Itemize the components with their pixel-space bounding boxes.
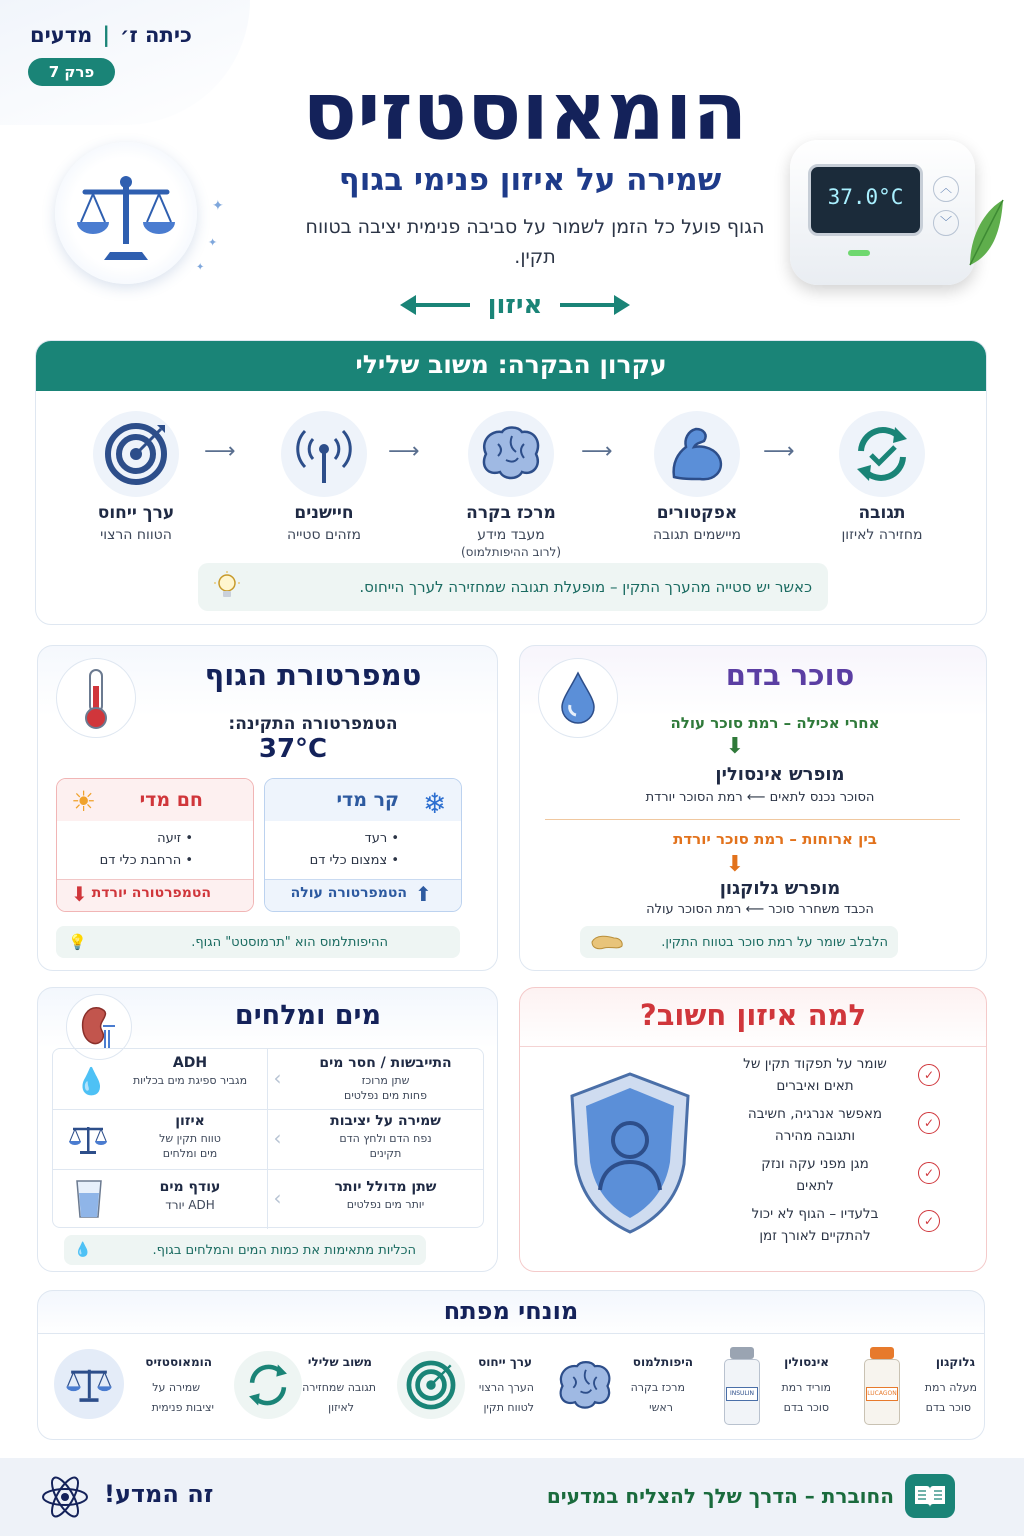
- hot-item-text: הרחבת כלי דם: [99, 853, 182, 868]
- arrow-left-icon: [400, 293, 470, 317]
- arrow-down-icon: ⬇: [71, 882, 88, 906]
- check-icon: ✓: [918, 1162, 940, 1184]
- arrow-down-green-icon: ⬇: [725, 734, 745, 759]
- cycle-check-icon: [839, 411, 925, 497]
- term-def: מעלה רמת: [924, 1381, 977, 1394]
- step-desc: מיישמים תגובה: [652, 527, 742, 543]
- thermostat-led: [848, 250, 870, 256]
- step-desc: מזהים סטייה: [287, 527, 361, 543]
- term-def: מרכז בקרה: [630, 1381, 685, 1394]
- step-reference-value: [76, 411, 196, 543]
- header-divider: [520, 1046, 986, 1047]
- response-desc: ADH יורד: [165, 1198, 215, 1212]
- temperature-tip-text: ההיפותלמוס הוא "תרמוסטט" הגוף.: [191, 934, 388, 950]
- condition-title: התייבשות / חסר מים: [319, 1055, 452, 1071]
- feedback-section: [35, 340, 987, 625]
- term-title: היפותלמוס: [632, 1355, 693, 1369]
- hot-item: • הרחבת כלי דם: [99, 853, 193, 868]
- term-def: הערך הרצוי: [478, 1381, 534, 1394]
- why-item-line: לתאים: [796, 1177, 834, 1194]
- pancreas-icon: [590, 932, 624, 952]
- sugar-title: סוכר בדם: [725, 658, 855, 692]
- thermometer-badge: [56, 658, 136, 738]
- vial-cap: [730, 1347, 754, 1359]
- arrow-down-orange-icon: ⬇: [725, 852, 745, 877]
- why-item-line: ותגובה מהירה: [774, 1127, 856, 1144]
- check-icon: ✓: [918, 1112, 940, 1134]
- arrow-right-icon: [560, 293, 630, 317]
- water-row-response: [115, 1113, 265, 1160]
- brain-icon: [553, 1359, 617, 1413]
- arrow-up-icon: ⬆: [415, 882, 432, 906]
- footer: [0, 1458, 1024, 1536]
- condition-desc: תקינים: [369, 1147, 402, 1160]
- scale-illustration: [55, 142, 197, 284]
- condition-desc: יותר מים נפלטים: [346, 1198, 425, 1211]
- water-row-condition: [293, 1179, 478, 1211]
- cold-item: • רעד: [364, 831, 399, 846]
- why-title: למה איזון חשוב?: [639, 998, 867, 1032]
- water-title: מים ומלחים: [234, 1000, 382, 1031]
- term-def: תגובה שמחזירה: [302, 1381, 376, 1394]
- thermostat-screen: [808, 164, 923, 236]
- condition-title: שתן מדולל יותר: [334, 1179, 437, 1195]
- condition-desc: נפח הדם ולחץ הדם: [339, 1132, 432, 1145]
- arrow-icon: ⟶: [763, 439, 795, 464]
- temperature-card: [37, 645, 498, 971]
- lightbulb-icon: [214, 571, 240, 603]
- scale-icon: [67, 1121, 109, 1157]
- divider: [545, 819, 960, 820]
- blood-drop-icon: [558, 671, 598, 725]
- why-balance-card: [519, 987, 987, 1272]
- why-item: [720, 1154, 910, 1197]
- step-desc: מעבד מידע: [477, 527, 545, 543]
- feedback-tip: [198, 563, 828, 611]
- sparkle-icon: ✦: [212, 198, 224, 214]
- term-item: [848, 1343, 983, 1433]
- temperature-normal-label: הטמפרטורה התקינה:: [228, 714, 398, 734]
- vial-label: LUCAGON: [866, 1387, 898, 1401]
- water-row-response: [115, 1179, 265, 1212]
- after-meal-text: אחרי אכילה – רמת סוכר עולה: [670, 714, 880, 732]
- term-item: [228, 1343, 388, 1433]
- hot-box: [56, 778, 254, 912]
- temperature-title: טמפרטורת הגוף: [204, 658, 422, 692]
- glucagon-vial-icon: [862, 1347, 902, 1427]
- why-item-line: בלעדיו – הגוף לא יכול: [751, 1206, 879, 1222]
- term-item: [52, 1343, 222, 1433]
- sparkle-icon: ✦: [208, 236, 218, 249]
- chapter-label: פרק 7: [48, 63, 95, 81]
- arrow-icon: ⟶: [388, 439, 420, 464]
- term-title: גלוקגון: [935, 1355, 975, 1369]
- why-item-line: להתקיים לאורך זמן: [759, 1227, 871, 1244]
- brain-icon: [468, 411, 554, 497]
- muscle-icon: [654, 411, 740, 497]
- condition-desc: שתן מרוכז: [361, 1074, 410, 1087]
- between-meals-text: בין ארוחות – רמת סוכר יורדת: [673, 830, 877, 848]
- response-desc: מים ומלחים: [162, 1147, 218, 1160]
- step-title: מרכז בקרה: [466, 503, 556, 523]
- step-title: חיישנים: [294, 503, 354, 523]
- water-row-condition: [293, 1113, 478, 1160]
- response-title: עודף מים: [159, 1179, 221, 1195]
- drop-badge: [538, 658, 618, 738]
- arrow-icon: ⟶: [581, 439, 613, 464]
- intro-text: הגוף פועל כל הזמן לשמור על סביבה פנימית יציבה בטווח תקין.: [305, 216, 765, 269]
- sensor-icon: [281, 411, 367, 497]
- hot-item-text: זיעה: [157, 831, 182, 846]
- check-icon: ✓: [918, 1064, 940, 1086]
- thermostat-down-button[interactable]: ﹀: [933, 210, 959, 236]
- insulin-title: מופרש אינסולין: [715, 764, 845, 785]
- step-desc: הטווח הרצוי: [100, 527, 172, 543]
- why-item: [720, 1204, 910, 1247]
- cold-box: [264, 778, 462, 912]
- temperature-tip: [56, 926, 460, 958]
- sparkle-icon: ✦: [196, 262, 205, 273]
- why-item-line: מגן מפני עקה ונזק: [761, 1156, 869, 1172]
- sun-icon: ☀: [71, 785, 97, 818]
- water-row-icon: 💧: [75, 1067, 108, 1097]
- why-item-line: שומר על תפקוד תקין של: [743, 1056, 887, 1072]
- cycle-icon: [234, 1351, 302, 1419]
- terms-title: מונחי מפתח: [443, 1297, 579, 1325]
- leaf-icon: [965, 195, 1005, 275]
- term-title: אינסולין: [784, 1355, 829, 1369]
- temperature-normal-value: 37°C: [258, 734, 328, 764]
- term-def: ראשי: [649, 1401, 673, 1414]
- cold-result: הטמפרטורה עולה: [290, 885, 407, 901]
- atom-icon: [40, 1472, 90, 1522]
- term-title: הומאוסטזיס: [145, 1355, 212, 1369]
- why-item-line: תאים ואיברים: [776, 1077, 854, 1094]
- sugar-tip-text: הלבלב שומר על רמת סוכר בטווח התקין.: [661, 934, 888, 950]
- chapter-badge: [28, 58, 115, 86]
- book-icon: [905, 1474, 955, 1518]
- water-row-condition: [293, 1055, 478, 1102]
- hot-title: חם מדי: [139, 789, 203, 811]
- vial-cap: [870, 1347, 894, 1359]
- water-table: [52, 1048, 484, 1228]
- scale-icon: [54, 1349, 124, 1419]
- water-row-response: [115, 1055, 265, 1087]
- term-def: מוריד רמת: [781, 1381, 831, 1394]
- condition-desc: פחות מים נפלטים: [344, 1089, 427, 1102]
- step-control-center: [446, 411, 576, 559]
- glucagon-desc: הכבד משחרר סוכר ⟵ רמת הסוכר עולה: [646, 902, 874, 917]
- kidney-icon: [79, 1004, 119, 1050]
- insulin-desc: הסוכר נכנס לתאים ⟵ רמת הסוכר יורדת: [645, 790, 875, 805]
- step-note: (לרוב ההיפותלמוס): [460, 545, 562, 559]
- term-title: משוב שלילי: [307, 1355, 372, 1369]
- subject-grade-label: [30, 20, 200, 50]
- thermostat-up-button[interactable]: ︿: [933, 176, 959, 202]
- water-tip: [64, 1235, 426, 1265]
- insulin-vial-icon: [722, 1347, 762, 1427]
- step-title: אפקטורים: [656, 503, 738, 523]
- scale-icon: [55, 142, 197, 284]
- arrow-icon: ⟶: [204, 439, 236, 464]
- subject-label: מדעים: [30, 23, 93, 47]
- divider: |: [102, 23, 111, 47]
- response-desc: מגביר ספיגת מים בכליות: [132, 1074, 248, 1087]
- term-def: לאיזון: [328, 1401, 354, 1414]
- term-item: [708, 1343, 843, 1433]
- leaf-icon: [965, 195, 1005, 275]
- term-item: [553, 1343, 703, 1433]
- term-def: לטווח תקין: [483, 1401, 534, 1414]
- water-drop-icon: 💧: [74, 1242, 92, 1258]
- page-subtitle: שמירה על איזון פנימי בגוף: [338, 162, 722, 198]
- target-icon: [93, 411, 179, 497]
- thermometer-icon: [79, 666, 113, 730]
- cold-item: • צמצום כלי דם: [309, 853, 399, 868]
- shield-person-icon: [560, 1068, 700, 1238]
- check-icon: ✓: [918, 1210, 940, 1232]
- why-item-line: מאפשר אנרגיה, חשיבה: [747, 1106, 883, 1122]
- term-def: שמירה על: [152, 1381, 200, 1394]
- cold-item-text: צמצום כלי דם: [309, 853, 388, 868]
- step-response: [822, 411, 942, 543]
- footer-slogan: החוברת – הדרך שלך להצליח במדעים: [546, 1484, 894, 1508]
- step-title: תגובה: [858, 503, 906, 523]
- glucagon-title: מופרש גלוקגון: [719, 878, 841, 899]
- water-glass-icon: [75, 1179, 103, 1219]
- feedback-header: [36, 341, 986, 391]
- cold-item-text: רעד: [364, 831, 388, 846]
- snowflake-icon: ❄: [423, 787, 447, 820]
- lightbulb-icon: 💡: [68, 933, 87, 951]
- response-title: ADH: [172, 1055, 208, 1071]
- row-chevron: ›: [267, 1109, 287, 1169]
- term-title: ערך ייחוס: [478, 1355, 532, 1369]
- blood-sugar-card: [519, 645, 987, 971]
- response-desc: טווח תקין של: [159, 1132, 221, 1145]
- header-divider: [38, 1333, 984, 1334]
- step-effectors: [632, 411, 762, 543]
- feedback-title: עקרון הבקרה: משוב שלילי: [355, 350, 667, 379]
- page-title: הומאוסטזיס: [302, 65, 748, 158]
- row-chevron: ›: [267, 1049, 287, 1109]
- target-icon: [397, 1351, 465, 1419]
- balance-indicator: [400, 285, 630, 325]
- water-tip-text: הכליות מתאימות את כמות המים והמלחים בגוף.: [152, 1242, 416, 1258]
- why-item: [720, 1104, 910, 1147]
- balance-label: איזון: [487, 290, 543, 320]
- why-item: [720, 1054, 910, 1097]
- hot-item: • זיעה: [157, 831, 193, 846]
- feedback-tip-text: כאשר יש סטייה מהערך התקין – מופעלת תגובה שמחזירה לערך הייחוס.: [359, 578, 812, 596]
- vial-label: INSULIN: [726, 1387, 758, 1401]
- sugar-tip: [580, 926, 898, 958]
- step-desc: מחזירה לאיזון: [841, 527, 923, 543]
- key-terms-section: [37, 1290, 985, 1440]
- term-def: יציבות פנימית: [151, 1401, 214, 1414]
- step-title: ערך ייחוס: [97, 503, 175, 523]
- condition-title: שמירה על יציבות: [330, 1113, 441, 1129]
- term-item: [393, 1343, 548, 1433]
- grade-label: כיתה ז׳: [120, 23, 192, 47]
- hot-result: הטמפרטורה יורדת: [91, 885, 211, 901]
- footer-brand: זה המדע!: [104, 1480, 214, 1508]
- step-sensors: [264, 411, 384, 543]
- thermostat-display: 37.0°C: [827, 185, 904, 209]
- term-def: סוכר בדם: [783, 1401, 829, 1414]
- response-title: איזון: [175, 1113, 205, 1129]
- row-chevron: ›: [267, 1169, 287, 1229]
- water-salts-card: [37, 987, 498, 1272]
- thermostat-illustration: [790, 140, 975, 285]
- cold-title: קר מדי: [336, 789, 399, 811]
- term-def: סוכר בדם: [925, 1401, 971, 1414]
